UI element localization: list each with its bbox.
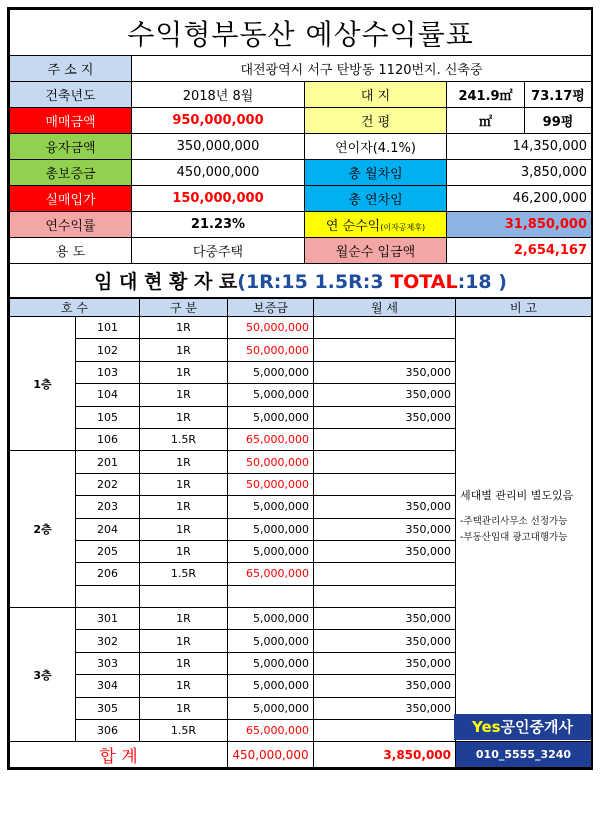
unit-type: 1R xyxy=(140,496,228,518)
actual-price-label: 실매입가 xyxy=(10,186,132,212)
unit-number: 201 xyxy=(76,451,140,473)
monthly-rent-label: 총 월차임 xyxy=(305,160,447,186)
rent-table xyxy=(9,298,592,768)
actual-price-value: 150,000,000 xyxy=(132,186,305,212)
unit-deposit: 65,000,000 xyxy=(228,428,314,450)
built-year-label: 건축년도 xyxy=(10,82,132,108)
land-m2: 241.9㎡ xyxy=(447,82,525,108)
unit-deposit: 5,000,000 xyxy=(228,496,314,518)
interest-value: 14,350,000 xyxy=(447,134,592,160)
unit-number xyxy=(76,585,140,607)
loan-value: 350,000,000 xyxy=(132,134,305,160)
unit-number: 106 xyxy=(76,428,140,450)
rent-summary-total: TOTAL xyxy=(390,271,458,293)
remarks-header: 비 고 xyxy=(456,299,592,317)
unit-deposit: 5,000,000 xyxy=(228,608,314,630)
net-income-value: 31,850,000 xyxy=(447,212,592,238)
unit-rent: 350,000 xyxy=(314,697,456,719)
remarks-line-2: -부동산임대 광고대행가능 xyxy=(460,532,568,543)
rent-section-heading: 임 대 현 황 자 료 xyxy=(94,271,238,293)
floor-area-label: 건 평 xyxy=(305,108,447,134)
unit-number: 306 xyxy=(76,720,140,742)
remarks-cell xyxy=(456,317,592,742)
unit-rent xyxy=(314,339,456,361)
floor-label: 1층 xyxy=(10,317,76,451)
unit-deposit: 50,000,000 xyxy=(228,473,314,495)
floor-label: 2층 xyxy=(10,451,76,608)
unit-number: 103 xyxy=(76,361,140,383)
remarks-line-1: -주택관리사무소 선정가능 xyxy=(460,516,568,527)
rent-summary-prefix: (1R:15 1.5R:3 xyxy=(237,271,391,293)
unit-rent: 350,000 xyxy=(314,406,456,428)
land-pyeong: 73.17평 xyxy=(525,82,592,108)
monthly-net-label: 월순수 입금액 xyxy=(305,238,447,264)
unit-type: 1R xyxy=(140,317,228,339)
deposit-header: 보증금 xyxy=(228,299,314,317)
unit-type: 1R xyxy=(140,361,228,383)
rent-section-title xyxy=(10,264,592,298)
yield-value: 21.23% xyxy=(132,212,305,238)
unit-rent: 350,000 xyxy=(314,630,456,652)
unit-type: 1R xyxy=(140,406,228,428)
unit-number: 101 xyxy=(76,317,140,339)
unit-rent: 350,000 xyxy=(314,518,456,540)
yield-sheet xyxy=(7,7,593,770)
unit-number: 202 xyxy=(76,473,140,495)
rent-header: 월 세 xyxy=(314,299,456,317)
total-label: 합 계 xyxy=(10,742,228,768)
net-income-label-sub: (이자공제후) xyxy=(380,223,426,232)
type-header: 구 분 xyxy=(140,299,228,317)
unit-number: 304 xyxy=(76,675,140,697)
unit-deposit: 5,000,000 xyxy=(228,518,314,540)
monthly-net-value: 2,654,167 xyxy=(447,238,592,264)
unit-rent: 350,000 xyxy=(314,652,456,674)
unit-deposit: 5,000,000 xyxy=(228,384,314,406)
annual-rent-value: 46,200,000 xyxy=(447,186,592,212)
floor-area-pyeong: 99평 xyxy=(525,108,592,134)
unit-number: 206 xyxy=(76,563,140,585)
unit-deposit: 50,000,000 xyxy=(228,317,314,339)
unit-number: 105 xyxy=(76,406,140,428)
unit-deposit: 5,000,000 xyxy=(228,406,314,428)
total-deposit: 450,000,000 xyxy=(228,742,314,768)
unit-type: 1R xyxy=(140,339,228,361)
unit-rent: 350,000 xyxy=(314,540,456,562)
unit-rent xyxy=(314,585,456,607)
unit-deposit: 5,000,000 xyxy=(228,540,314,562)
use-label: 용 도 xyxy=(10,238,132,264)
floor-label: 3층 xyxy=(10,608,76,742)
unit-number: 104 xyxy=(76,384,140,406)
unit-rent: 350,000 xyxy=(314,384,456,406)
total-rent: 3,850,000 xyxy=(314,742,456,768)
built-year-value: 2018년 8월 xyxy=(132,82,305,108)
unit-type: 1.5R xyxy=(140,720,228,742)
unit-number: 205 xyxy=(76,540,140,562)
unit-type: 1.5R xyxy=(140,428,228,450)
table-row xyxy=(10,317,592,339)
unit-type: 1R xyxy=(140,675,228,697)
unit-number: 102 xyxy=(76,339,140,361)
annual-rent-label: 총 연차임 xyxy=(305,186,447,212)
unit-rent: 350,000 xyxy=(314,496,456,518)
unit-rent xyxy=(314,317,456,339)
agent-badge xyxy=(454,714,591,740)
loan-label: 융자금액 xyxy=(10,134,132,160)
unit-rent xyxy=(314,473,456,495)
unit-deposit: 5,000,000 xyxy=(228,652,314,674)
yield-label: 연수익률 xyxy=(10,212,132,238)
unit-type: 1R xyxy=(140,451,228,473)
monthly-rent-value: 3,850,000 xyxy=(447,160,592,186)
unit-number: 303 xyxy=(76,652,140,674)
unit-type: 1.5R xyxy=(140,563,228,585)
unit-number: 301 xyxy=(76,608,140,630)
use-value: 다중주택 xyxy=(132,238,305,264)
unit-rent: 350,000 xyxy=(314,675,456,697)
unit-deposit: 5,000,000 xyxy=(228,675,314,697)
rent-summary-suffix: :18 ) xyxy=(457,271,507,293)
total-deposit-value: 450,000,000 xyxy=(132,160,305,186)
unit-type xyxy=(140,585,228,607)
unit-rent xyxy=(314,720,456,742)
net-income-label xyxy=(305,212,447,238)
sale-price-value: 950,000,000 xyxy=(132,108,305,134)
floor-area-unit: ㎡ xyxy=(447,108,525,134)
agent-name: 공인중개사 xyxy=(500,718,574,737)
unit-type: 1R xyxy=(140,540,228,562)
unit-type: 1R xyxy=(140,652,228,674)
unit-rent: 350,000 xyxy=(314,608,456,630)
unit-rent xyxy=(314,451,456,473)
summary-table xyxy=(9,9,592,298)
unit-header: 호 수 xyxy=(10,299,140,317)
unit-deposit: 5,000,000 xyxy=(228,630,314,652)
agent-yes: Yes xyxy=(471,718,501,737)
net-income-label-main: 연 순수익 xyxy=(325,219,381,234)
unit-deposit xyxy=(228,585,314,607)
unit-deposit: 65,000,000 xyxy=(228,563,314,585)
unit-deposit: 5,000,000 xyxy=(228,697,314,719)
total-deposit-label: 총보증금 xyxy=(10,160,132,186)
unit-type: 1R xyxy=(140,697,228,719)
page-title: 수익형부동산 예상수익률표 xyxy=(10,10,592,56)
unit-deposit: 50,000,000 xyxy=(228,451,314,473)
unit-type: 1R xyxy=(140,630,228,652)
remarks-main: 세대별 관리비 별도있음 xyxy=(460,489,574,502)
unit-number: 302 xyxy=(76,630,140,652)
unit-deposit: 65,000,000 xyxy=(228,720,314,742)
unit-type: 1R xyxy=(140,518,228,540)
sale-price-label: 매매금액 xyxy=(10,108,132,134)
unit-deposit: 50,000,000 xyxy=(228,339,314,361)
unit-type: 1R xyxy=(140,473,228,495)
unit-rent xyxy=(314,563,456,585)
unit-number: 204 xyxy=(76,518,140,540)
unit-number: 203 xyxy=(76,496,140,518)
unit-type: 1R xyxy=(140,384,228,406)
unit-rent xyxy=(314,428,456,450)
unit-type: 1R xyxy=(140,608,228,630)
unit-deposit: 5,000,000 xyxy=(228,361,314,383)
unit-number: 305 xyxy=(76,697,140,719)
address-value: 대전광역시 서구 탄방동 1120번지. 신축중 xyxy=(132,56,592,82)
agent-phone: 010_5555_3240 xyxy=(456,742,592,768)
land-label: 대 지 xyxy=(305,82,447,108)
interest-label: 연이자(4.1%) xyxy=(305,134,447,160)
unit-rent: 350,000 xyxy=(314,361,456,383)
address-label: 주 소 지 xyxy=(10,56,132,82)
